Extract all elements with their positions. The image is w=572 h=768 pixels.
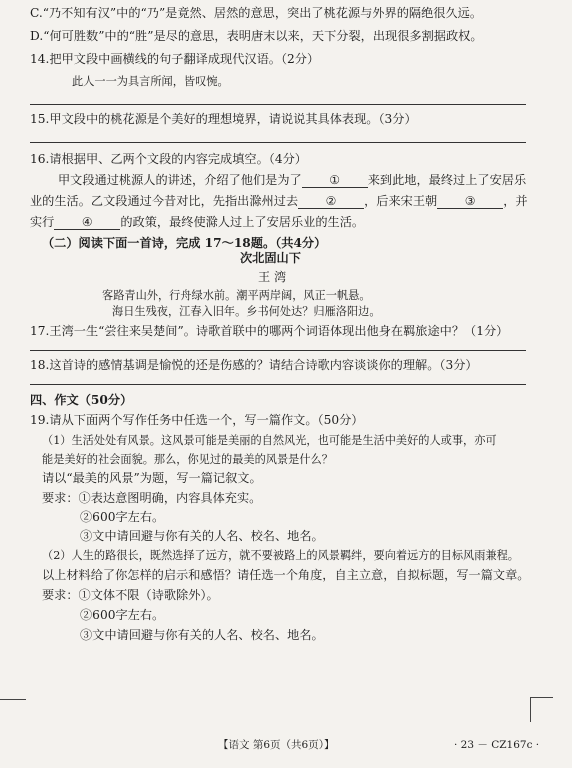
q16-line-2: 业的生活。乙文段通过今昔对比，先指出滁州过去 ② ，后来宋王朝 ③ ，并 <box>30 194 528 208</box>
section-4-heading: 四、作文（50分） <box>30 393 133 407</box>
blank-1: ① <box>302 174 368 188</box>
task-1-req-3: ③文中请回避与你有关的人名、校名、地名。 <box>80 529 324 543</box>
answer-line-14 <box>30 104 526 105</box>
task-1-req-1: 要求：①表达意图明确，内容具体充实。 <box>42 491 262 505</box>
question-18: 18.这首诗的感情基调是愉悦的还是伤感的？请结合诗歌内容谈谈你的理解。（3分） <box>30 358 478 372</box>
option-c: C.“乃不知有汉”中的“乃”是竟然、居然的意思，突出了桃花源与外界的隔绝很久远。 <box>30 6 483 20</box>
crop-mark-left <box>0 699 26 700</box>
task-1-req-2: ②600字左右。 <box>80 510 165 524</box>
poem-line-2: 海日生残夜，江春入旧年。乡书何处达？归雁洛阳边。 <box>112 305 381 318</box>
poem-title: 次北固山下 <box>240 251 301 265</box>
question-19: 19.请从下面两个写作任务中任选一个，写一篇作文。（50分） <box>30 413 364 427</box>
answer-line-18 <box>30 384 526 385</box>
q16-line-1: 甲文段通过桃源人的讲述，介绍了他们是为了 ① 来到此地，最终过上了安居乐 <box>58 173 527 187</box>
blank-3: ③ <box>437 195 503 209</box>
task-2-req-2: ②600字左右。 <box>80 608 165 622</box>
section-2-heading: （二）阅读下面一首诗，完成 17～18题。（共4分） <box>42 236 327 250</box>
task-1-prompt: 请以“最美的风景”为题，写一篇记叙文。 <box>42 471 262 485</box>
footer-code: · 23 － CZ167c · <box>454 739 540 751</box>
task-1-line-1: （1）生活处处有风景。这风景可能是美丽的自然风光，也可能是生活中美好的人或事，亦可 <box>42 434 497 447</box>
q14-sentence: 此人一一为具言所闻，皆叹惋。 <box>72 75 229 88</box>
poem-line-1: 客路青山外，行舟绿水前。潮平两岸阔，风正一帆悬。 <box>102 289 371 302</box>
poem-author: 王 湾 <box>258 270 287 284</box>
question-16: 16.请根据甲、乙两个文段的内容完成填空。（4分） <box>30 152 307 166</box>
blank-4: ④ <box>54 216 120 230</box>
task-2-line-2: 以上材料给了你怎样的启示和感悟？请任选一个角度，自主立意，自拟标题，写一篇文章。 <box>42 568 530 582</box>
blank-2: ② <box>298 195 364 209</box>
question-14: 14.把甲文段中画横线的句子翻译成现代汉语。（2分） <box>30 52 320 66</box>
answer-line-17 <box>30 350 526 351</box>
footer-page-info: 【语文 第6页（共6页）】 <box>218 739 335 751</box>
answer-line-15 <box>30 142 526 143</box>
q16-line-3: 实行 ④ 的政策，最终使滁人过上了安居乐业的生活。 <box>30 215 365 229</box>
crop-mark-right <box>530 697 553 722</box>
option-d: D.“何可胜数”中的“胜”是尽的意思，表明唐末以来，天下分裂，出现很多割据政权。 <box>30 29 483 43</box>
task-2-req-3: ③文中请回避与你有关的人名、校名、地名。 <box>80 628 324 642</box>
task-2-req-1: 要求：①文体不限（诗歌除外）。 <box>42 588 219 602</box>
task-2-line-1: （2）人生的路很长，既然选择了远方，就不要被路上的风景羁绊，要向着远方的目标风雨兼程。 <box>42 549 519 562</box>
task-1-line-2: 能是美好的社会面貌。那么，你见过的最美的风景是什么？ <box>42 453 333 466</box>
question-17: 17.王湾一生“尝往来吴楚间”。诗歌首联中的哪两个词语体现出他身在羁旅途中？（1分） <box>30 324 509 338</box>
question-15: 15.甲文段中的桃花源是个美好的理想境界，请说说其具体表现。（3分） <box>30 112 417 126</box>
